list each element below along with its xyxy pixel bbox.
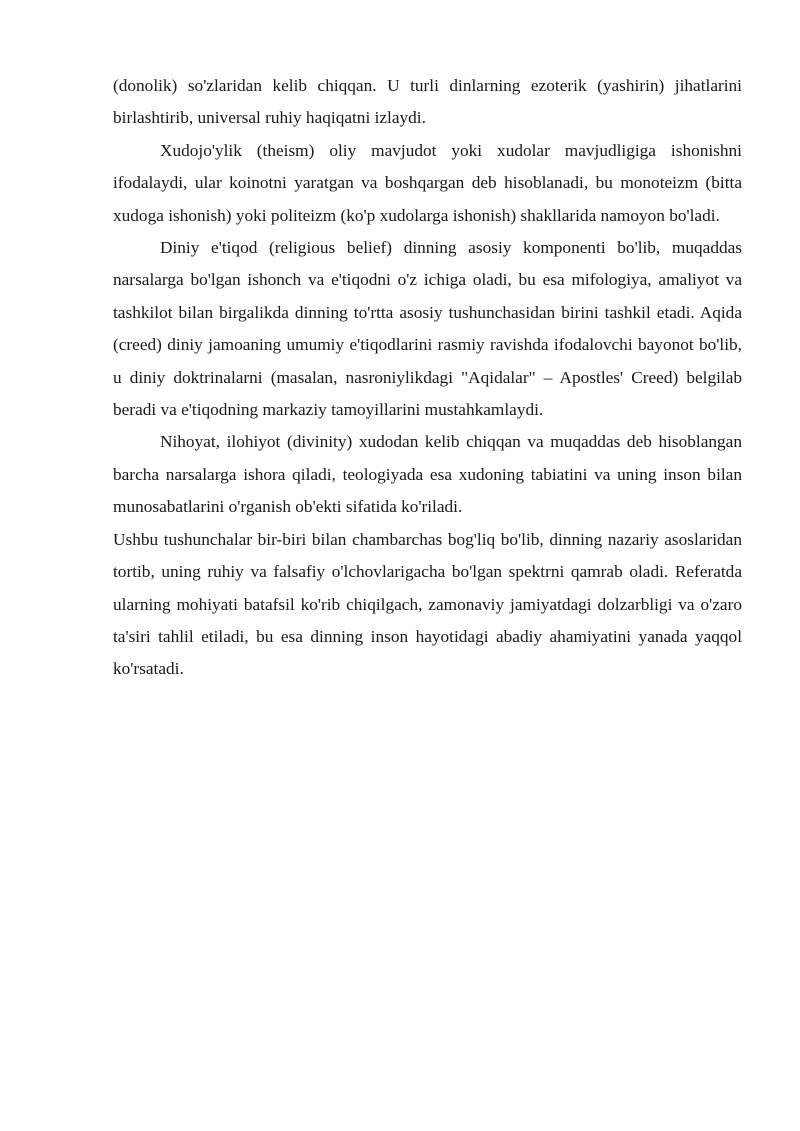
paragraph-sophia-continuation: (donolik) so'zlaridan kelib chiqqan. U turli dinlarning ezoterik (yashirin) jihatlarini birlashtirib, universal ruhiy haqiqatni izlaydi. (113, 76, 742, 128)
document-page (113, 70, 742, 686)
paragraph-conclusion: Ushbu tushunchalar bir-biri bilan chambarchas bog'liq bo'lib, dinning nazariy asoslaridan tortib, uning ruhiy va falsafiy o'lchovlarigacha bo'lgan spektrni qamrab oladi. Referatda ularning mohiyati batafsil ko'rib chiqilgach, zamonaviy jamiyatdagi dolzarbligi va o'zaro ta'siri tahlil etiladi, bu esa dinning inson hayotidagi abadiy ahamiyatini yanada yaqqol ko'rsatadi. (113, 529, 742, 679)
paragraph-theism: Xudojo'ylik (theism) oliy mavjudot yoki xudolar mavjudligiga ishonishni ifodalaydi, ular koinotni yaratgan va boshqargan deb hisoblanadi, bu monoteizm (bitta xudoga ishonish) yoki politeizm (ko'p xudolarga ishonish) shakllarida namoyon bo'ladi. (113, 140, 742, 225)
paragraph-religious-belief: Diniy e'tiqod (religious belief) dinning asosiy komponenti bo'lib, muqaddas narsalarga bo'lgan ishonch va e'tiqodni o'z ichiga oladi, bu esa mifologiya, amaliyot va tashkilot bilan birgalikda dinning to'rtta asosiy tushunchasidan birini tashkil etadi. Aqida (creed) diniy jamoaning umumiy e'tiqodlarini rasmiy ravishda ifodalovchi bayonot bo'lib, u diniy doktrinalarni (masalan, nasroniylikdagi "Aqidalar" – Apostles' Creed) belgilab beradi va e'tiqodning markaziy tamoyillarini mustahkamlaydi. (113, 238, 742, 420)
paragraph-divinity: Nihoyat, ilohiyot (divinity) xudodan kelib chiqqan va muqaddas deb hisoblangan barcha narsalarga ishora qiladi, teologiyada esa xudoning tabiatini va uning inson bilan munosabatlarini o'rganish ob'ekti sifatida ko'riladi. (113, 432, 742, 517)
